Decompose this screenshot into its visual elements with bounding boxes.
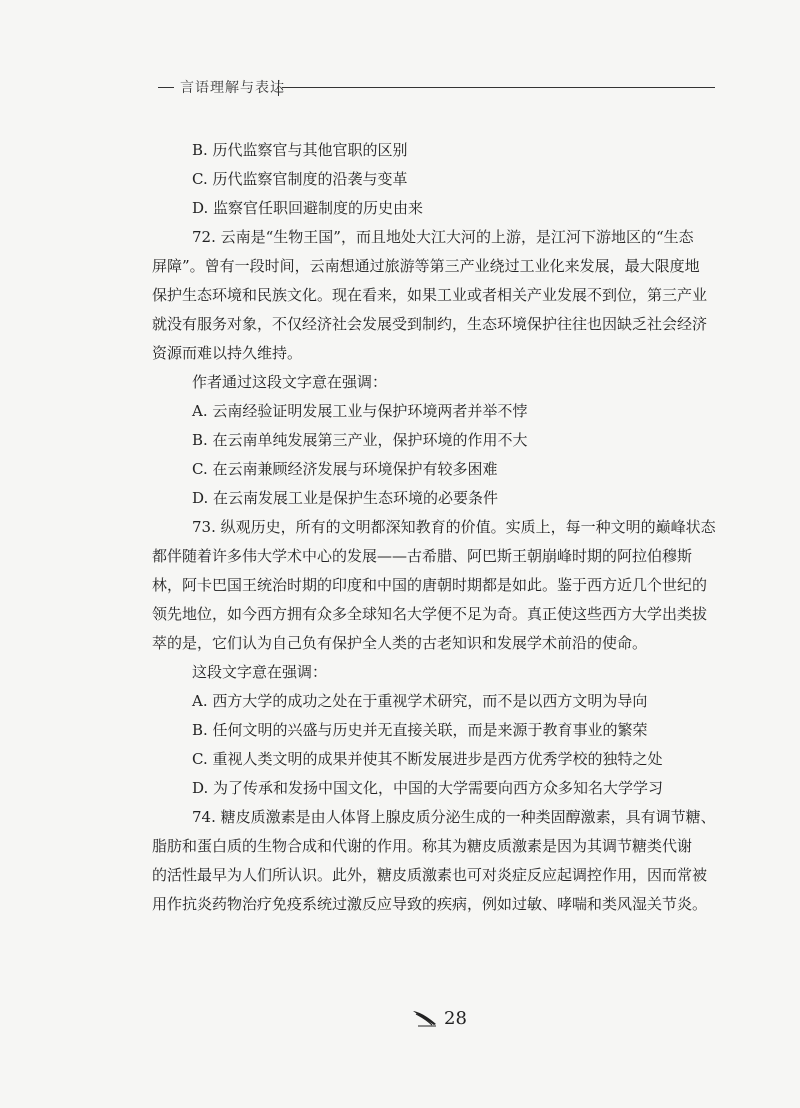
- option-b: B. 任何文明的兴盛与历史并无直接关联，而是来源于教育事业的繁荣: [192, 721, 648, 739]
- question-line: 73. 纵观历史，所有的文明都深知教育的价值。实质上，每一种文明的巅峰状态: [192, 518, 716, 536]
- option-c: C. 重视人类文明的成果并使其不断发展进步是西方优秀学校的独特之处: [192, 750, 663, 768]
- header-rule: [282, 87, 715, 88]
- page-content: [152, 140, 720, 923]
- question-line: 74. 糖皮质激素是由人体肾上腺皮质分泌生成的一种类固醇激素，具有调节糖、: [192, 808, 716, 826]
- question-line: 脂肪和蛋白质的生物合成和代谢的作用。称其为糖皮质激素是因为其调节糖类代谢: [152, 837, 693, 855]
- q71-options: [192, 140, 720, 227]
- question-line: 72. 云南是“生物王国”，而且地处大江大河的上游，是江河下游地区的“生态: [192, 228, 694, 246]
- header-divider: [278, 80, 279, 96]
- quill-pen-icon: [412, 1009, 438, 1027]
- question-line: 资源而难以持久维持。: [152, 344, 303, 362]
- question-74: [152, 807, 720, 923]
- option-d: D. 为了传承和发扬中国文化，中国的大学需要向西方众多知名大学学习: [192, 779, 664, 797]
- question-line: 林，阿卡巴国王统治时期的印度和中国的唐朝时期都是如此。鉴于西方近几个世纪的: [152, 576, 708, 594]
- question-stem: 这段文字意在强调：: [192, 663, 328, 681]
- question-stem: 作者通过这段文字意在强调：: [192, 373, 388, 391]
- question-line: 都伴随着许多伟大学术中心的发展——古希腊、阿巴斯王朝崩峰时期的阿拉伯穆斯: [152, 547, 693, 565]
- question-line: 的活性最早为人们所认识。此外，糖皮质激素也可对炎症反应起调控作用，因而常被: [152, 866, 708, 884]
- question-72: [152, 227, 720, 372]
- page-number: 28: [444, 1007, 467, 1029]
- question-73: [152, 517, 720, 662]
- question-line: 萃的是，它们认为自己负有保护全人类的古老知识和发展学术前沿的使命。: [152, 634, 648, 652]
- option-a: A. 西方大学的成功之处在于重视学术研究，而不是以西方文明为导向: [192, 692, 648, 710]
- option-c: C. 历代监察官制度的沿袭与变革: [192, 170, 408, 188]
- option-b: B. 历代监察官与其他官职的区别: [192, 141, 408, 159]
- running-header: [130, 76, 715, 100]
- option-b: B. 在云南单纯发展第三产业，保护环境的作用不大: [192, 431, 528, 449]
- option-d: D. 在云南发展工业是保护生态环境的必要条件: [192, 489, 499, 507]
- question-line: 用作抗炎药物治疗免疫系统过激反应导致的疾病，例如过敏、哮喘和类风湿关节炎。: [152, 895, 708, 913]
- option-c: C. 在云南兼顾经济发展与环境保护有较多困难: [192, 460, 498, 478]
- page-footer: [412, 1006, 467, 1030]
- option-d: D. 监察官任职回避制度的历史由来: [192, 199, 424, 217]
- header-lead-line: [158, 87, 174, 88]
- section-title: 言语理解与表达: [180, 80, 285, 96]
- question-line: 领先地位，如今西方拥有众多全球知名大学便不足为奇。真正使这些西方大学出类拔: [152, 605, 708, 623]
- q73-options: [192, 691, 720, 807]
- question-line: 屏障”。曾有一段时间，云南想通过旅游等第三产业绕过工业化来发展，最大限度地: [152, 257, 700, 275]
- option-a: A. 云南经验证明发展工业与保护环境两者并举不悖: [192, 402, 528, 420]
- question-line: 就没有服务对象，不仅经济社会发展受到制约，生态环境保护往往也因缺乏社会经济: [152, 315, 708, 333]
- question-line: 保护生态环境和民族文化。现在看来，如果工业或者相关产业发展不到位，第三产业: [152, 286, 708, 304]
- q72-options: [192, 401, 720, 517]
